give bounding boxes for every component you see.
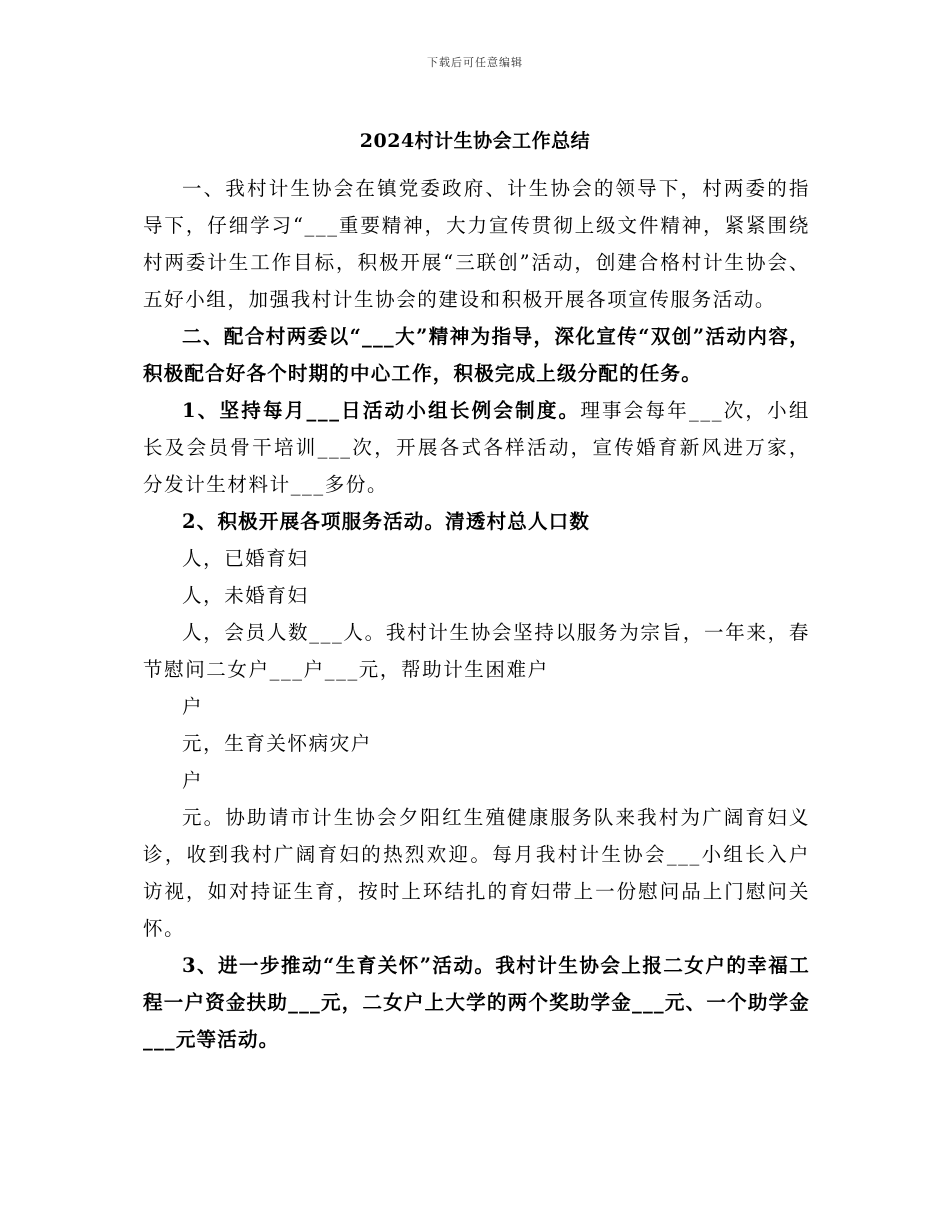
document-title: 2024村计生协会工作总结 [359, 130, 591, 152]
paragraph-3-bold-lead: 1、坚持每月___日活动小组长例会制度。 [182, 399, 581, 422]
paragraph-9: 元，生育关怀病灾户 [182, 732, 372, 755]
paragraph-3 [143, 392, 810, 503]
header-note: 下载后可任意编辑 [427, 56, 523, 69]
paragraph-5: 人，已婚育妇 [182, 547, 309, 570]
paragraph-7: 人，会员人数___人。我村计生协会坚持以服务为宗旨，一年来，春节慰问二女户___户___元，帮助计生困难户 [143, 621, 810, 681]
document-body [143, 170, 810, 1058]
paragraph-12: 3、进一步推动“生育关怀”活动。我村计生协会上报二女户的幸福工程一户资金扶助___元，二女户上大学的两个奖助学金___元、一个助学金___元等活动。 [143, 954, 810, 1051]
paragraph-11: 元。协助请市计生协会夕阳红生殖健康服务队来我村为广阔育妇义诊，收到我村广阔育妇的热烈欢迎。每月我村计生协会___小组长入户访视，如对持证生育，按时上环结扎的育妇带上一份慰问品上门慰问关怀。 [143, 806, 810, 940]
paragraph-8: 户 [182, 695, 204, 718]
paragraph-6: 人，未婚育妇 [182, 584, 309, 607]
paragraph-2: 二、配合村两委以“___大”精神为指导，深化宣传“双创”活动内容，积极配合好各个时期的中心工作，积极完成上级分配的任务。 [143, 325, 810, 385]
paragraph-3-rest: 理事会每年___次，小组长及会员骨干培训___次，开展各式各样活动，宣传婚育新风进万家，分发计生材料计___多份。 [143, 399, 811, 496]
paragraph-4: 2、积极开展各项服务活动。清透村总人口数 [182, 510, 591, 533]
paragraph-1: 一、我村计生协会在镇党委政府、计生协会的领导下，村两委的指导下，仔细学习“___重要精神，大力宣传贯彻上级文件精神，紧紧围绕村两委计生工作目标，积极开展“三联创”活动，创建合格村计生协会、五好小组，加强我村计生协会的建设和积极开展各项宣传服务活动。 [143, 177, 810, 311]
paragraph-10: 户 [182, 769, 204, 792]
